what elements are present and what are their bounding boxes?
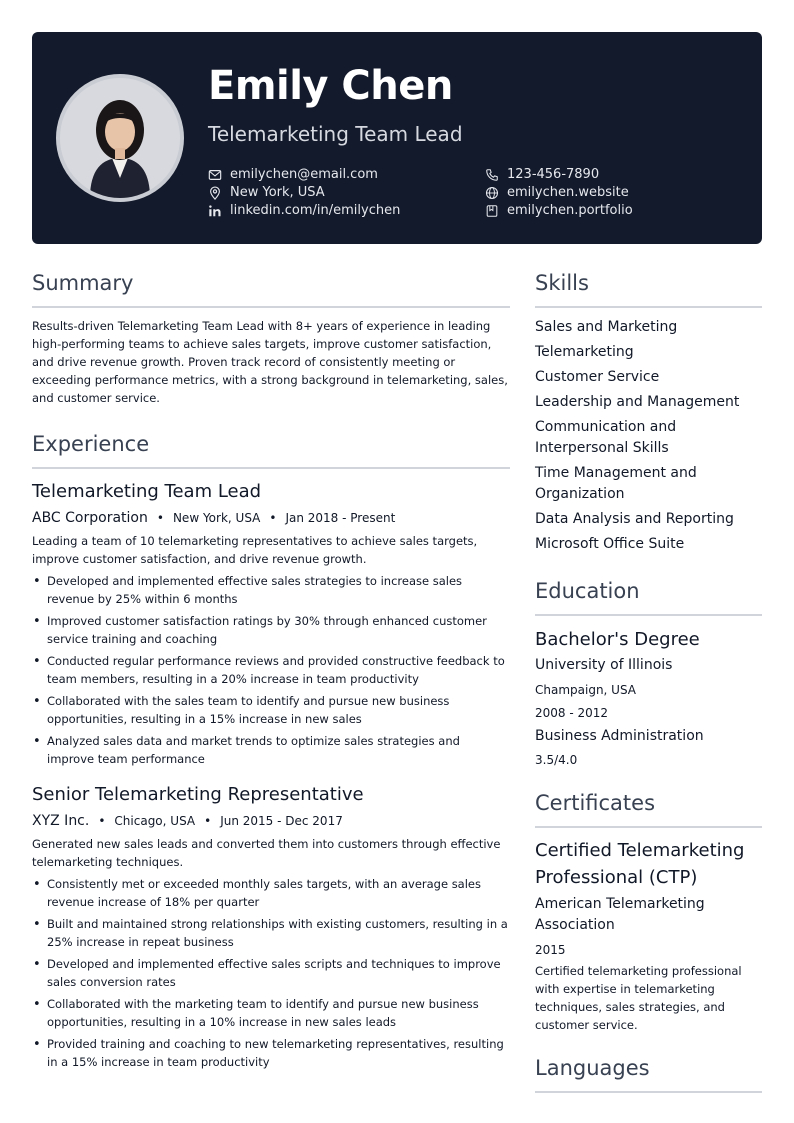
skill-item: Telemarketing [535, 344, 634, 360]
job-location: Chicago, USA [114, 814, 196, 828]
separator-dot: • [98, 814, 106, 828]
bookmark-icon [485, 204, 499, 218]
skill-item: Customer Service [535, 369, 660, 385]
education-heading: Education [535, 576, 762, 616]
contact-website-text: emilychen.website [507, 185, 629, 200]
job-dates: Jun 2015 - Dec 2017 [220, 814, 343, 828]
job-title: Telemarketing Team Lead [32, 481, 262, 502]
separator-dot: • [156, 511, 164, 525]
education-gpa: 3.5/4.0 [535, 753, 578, 767]
profile-photo [60, 78, 180, 198]
contact-email-text: emilychen@email.com [230, 167, 378, 182]
education-degree: Bachelor's Degree [535, 629, 700, 650]
contact-location [208, 184, 325, 202]
job-entry [32, 782, 510, 1071]
contact-portfolio[interactable] [485, 202, 633, 220]
linkedin-icon [208, 204, 222, 218]
summary-heading: Summary [32, 268, 510, 308]
side-column [535, 268, 762, 1093]
contact-email[interactable] [208, 166, 378, 184]
education-school: University of Illinois [535, 657, 673, 673]
achievement-item: • Built and maintained strong relationships with existing customers, resulting in a 25% increase in repeat business [32, 915, 510, 951]
phone-icon [485, 168, 499, 182]
job-location: New York, USA [172, 511, 261, 525]
contact-website[interactable] [485, 184, 629, 202]
job-title: Senior Telemarketing Representative [32, 784, 364, 805]
achievement-item: • Provided training and coaching to new telemarketing representatives, resulting in a 15% increase in team productivity [32, 1035, 510, 1071]
skills-list [535, 317, 762, 555]
separator-dot: • [204, 814, 212, 828]
candidate-name: Emily Chen [208, 63, 453, 109]
job-company: ABC Corporation [32, 510, 148, 526]
main-column [32, 268, 510, 1075]
contact-linkedin[interactable] [208, 202, 400, 220]
job-company: XYZ Inc. [32, 813, 90, 829]
certificate-name: Certified Telemarketing Professional (CTP) [535, 840, 745, 888]
languages-heading: Languages [535, 1053, 762, 1093]
job-description: Generated new sales leads and converted them into customers through effective telemarketing techniques. [32, 837, 501, 869]
job-dates: Jan 2018 - Present [285, 511, 396, 525]
mail-icon [208, 168, 222, 182]
contact-location-text: New York, USA [230, 185, 325, 200]
skill-item: Sales and Marketing [535, 319, 678, 335]
certificate-description: Certified telemarketing professional with expertise in telemarketing techniques, sales strategies, and customer service. [535, 964, 742, 1032]
skill-item: Data Analysis and Reporting [535, 511, 734, 527]
achievement-item: • Analyzed sales data and market trends to optimize sales strategies and improve team performance [32, 732, 510, 768]
education-dates: 2008 - 2012 [535, 706, 609, 720]
contact-linkedin-text: linkedin.com/in/emilychen [230, 203, 401, 218]
achievement-item: • Consistently met or exceeded monthly sales targets, with an average sales revenue increase of 18% per quarter [32, 875, 510, 911]
skill-item: Leadership and Management [535, 394, 740, 410]
skill-item: Microsoft Office Suite [535, 536, 685, 552]
achievement-item: • Collaborated with the marketing team to identify and pursue new business opportunities, resulting in a 10% increase in new sales leads [32, 995, 510, 1031]
job-entry [32, 479, 510, 768]
certificate-entry [535, 837, 762, 1034]
candidate-headline: Telemarketing Team Lead [208, 122, 463, 146]
education-field: Business Administration [535, 728, 704, 744]
achievement-item: • Developed and implemented effective sales scripts and techniques to improve sales conversion rates [32, 955, 510, 991]
avatar [56, 74, 184, 202]
education-entry [535, 627, 762, 769]
contact-phone-text: 123-456-7890 [507, 167, 600, 182]
achievement-item: • Developed and implemented effective sales strategies to increase sales revenue by 25% within 6 months [32, 572, 510, 608]
achievement-item: • Conducted regular performance reviews and provided constructive feedback to team members, resulting in a 20% increase in team productivity [32, 652, 510, 688]
education-location: Champaign, USA [535, 683, 637, 697]
job-achievements [32, 572, 510, 768]
achievement-item: • Improved customer satisfaction ratings by 30% through enhanced customer service training and coaching [32, 612, 510, 648]
job-meta [32, 507, 510, 529]
certificate-org: American Telemarketing Association [535, 896, 705, 933]
experience-heading: Experience [32, 429, 510, 469]
contact-phone[interactable] [485, 166, 599, 184]
skill-item: Time Management and Organization [535, 465, 697, 502]
certificates-heading: Certificates [535, 788, 762, 828]
skills-heading: Skills [535, 268, 762, 308]
header-banner [32, 32, 762, 244]
achievement-item: • Collaborated with the sales team to identify and pursue new business opportunities, resulting in a 15% increase in new sales [32, 692, 510, 728]
job-achievements [32, 875, 510, 1071]
certificate-year: 2015 [535, 943, 566, 957]
globe-icon [485, 186, 499, 200]
separator-dot: • [269, 511, 277, 525]
map-pin-icon [208, 186, 222, 200]
summary-text: Results-driven Telemarketing Team Lead with 8+ years of experience in leading high-performing teams to achieve sales targets, improve customer satisfaction, and drive revenue growth. Proven track record of consistently meeting or exceeding performance metrics, with a strong background in telemarketing, sales, and customer service. [32, 319, 508, 405]
job-meta [32, 810, 510, 832]
job-description: Leading a team of 10 telemarketing representatives to achieve sales targets, improve customer satisfaction, and drive revenue growth. [32, 534, 478, 566]
contact-portfolio-text: emilychen.portfolio [507, 203, 633, 218]
skill-item: Communication and Interpersonal Skills [535, 419, 677, 456]
